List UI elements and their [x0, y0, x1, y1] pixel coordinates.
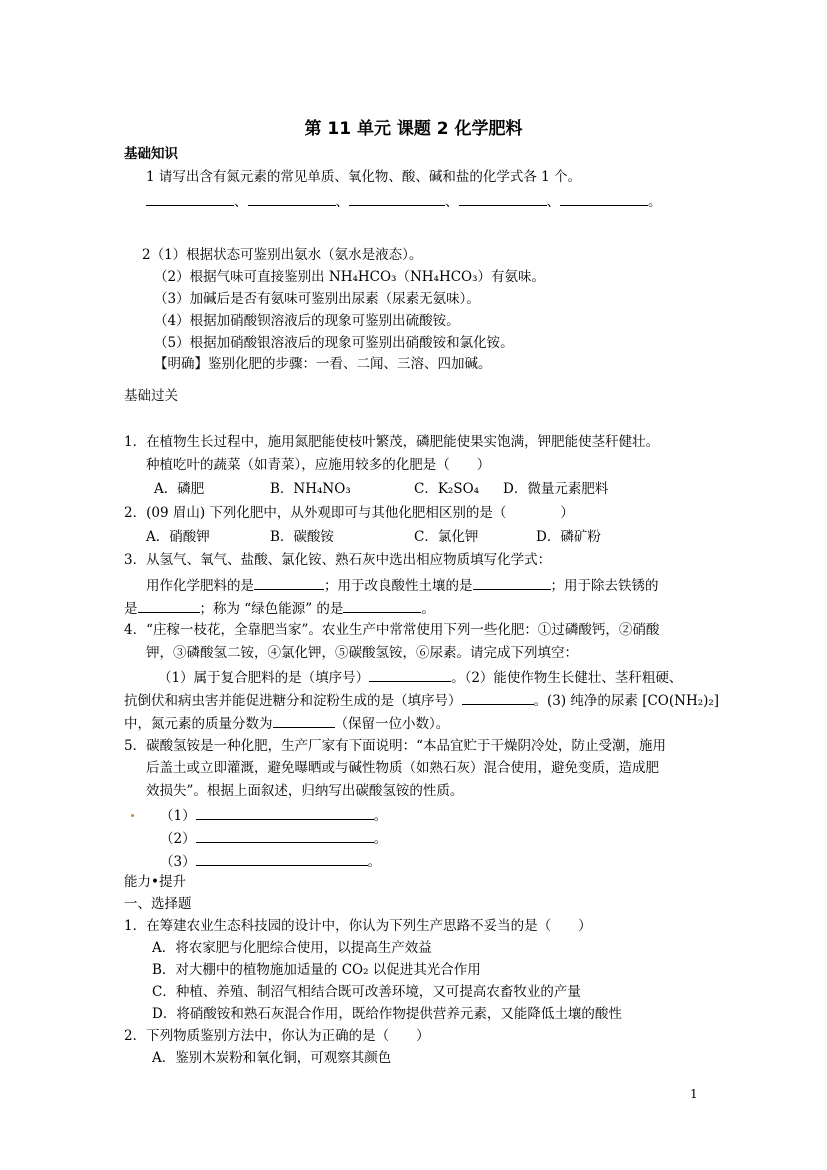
question-5-answer: （3） 。	[160, 851, 381, 871]
blank[interactable]	[248, 191, 336, 206]
blank[interactable]	[138, 598, 200, 613]
question-1-option-d: D．微量元素肥料	[503, 481, 609, 497]
choice-2-option-a: A．鉴别木炭粉和氧化铜，可观察其颜色	[152, 1050, 392, 1066]
knowledge-q2-line: （5）根据加硝酸银溶液后的现象可鉴别出硝酸铵和氯化铵。	[154, 335, 514, 351]
question-3-stem: 3．从氢气、氧气、盐酸、氯化铵、熟石灰中选出相应物质填写化学式：	[124, 552, 552, 568]
knowledge-q2-line: （3）加碱后是否有氨味可鉴别出尿素（尿素无氨味）。	[154, 291, 480, 307]
question-1-option-c: C．K₂SO₄	[414, 481, 480, 497]
choice-1-option-b: B．对大棚中的植物施加适量的 CO₂ 以促进其光合作用	[152, 962, 481, 978]
section-basic-knowledge: 基础知识	[124, 146, 178, 162]
blank[interactable]	[273, 713, 335, 728]
section-ability: 能力•提升	[124, 874, 186, 890]
section-choice: 一、选择题	[124, 896, 192, 912]
choice-1-option-d: D．将硝酸铵和熟石灰混合作用，既给作物提供营养元素，又能降低土壤的酸性	[152, 1006, 622, 1022]
question-1-option-a: A．磷肥	[154, 481, 205, 497]
question-3-line: 用作化学肥料的是 ；用于改良酸性土壤的是 ；用于除去铁锈的	[146, 575, 659, 595]
choice-2-stem: 2．下列物质鉴别方法中，你认为正确的是（ ）	[124, 1028, 430, 1044]
question-5-stem: 后盖土或立即灌溉，避免曝晒或与碱性物质（如熟石灰）混合使用，避免变质，造成肥	[146, 760, 659, 776]
question-1-option-b: B．NH₄NO₃	[270, 481, 351, 497]
blank[interactable]	[369, 667, 451, 682]
question-4-line: 抗倒伏和病虫害并能促进糖分和淀粉生成的是（填序号） 。(3) 纯净的尿素 [CO(NH₂)₂]	[124, 690, 719, 710]
question-2-option-c: C．氯化钾	[414, 529, 479, 545]
knowledge-q1-blanks: 、 、 、 、 。	[146, 191, 662, 211]
stray-mark	[131, 814, 134, 817]
page-number: 1	[690, 1087, 698, 1101]
question-2-option-b: B．碳酸铵	[270, 529, 334, 545]
choice-1-option-c: C．种植、养殖、制沼气相结合既可改善环境，又可提高农畜牧业的产量	[152, 984, 581, 1000]
question-1-stem: 种植吃叶的蔬菜（如青菜），应施用较多的化肥是（ ）	[146, 457, 491, 473]
blank[interactable]	[196, 805, 374, 820]
section-basic-pass: 基础过关	[124, 388, 178, 404]
knowledge-q2-line: （2）根据气味可直接鉴别出 NH₄HCO₃（NH₄HCO₃）有氨味。	[154, 269, 546, 285]
question-4-stem: 钾，③磷酸氢二铵，④氯化钾，⑤碳酸氢铵，⑥尿素。请完成下列填空：	[146, 645, 578, 661]
choice-1-stem: 1．在筹建农业生态科技园的设计中，你认为下列生产思路不妥当的是（ ）	[124, 918, 592, 934]
question-5-answer: （1） 。	[160, 805, 387, 825]
blank[interactable]	[146, 191, 234, 206]
question-2-stem: 2．(09 眉山) 下列化肥中，从外观即可与其他化肥相区别的是（ ）	[124, 505, 574, 521]
blank[interactable]	[349, 191, 445, 206]
blank[interactable]	[343, 598, 421, 613]
question-5-answer: （2） 。	[160, 828, 387, 848]
blank[interactable]	[196, 851, 368, 866]
question-2-option-d: D．磷矿粉	[536, 529, 601, 545]
question-2-option-a: A．硝酸钾	[146, 529, 210, 545]
blank[interactable]	[462, 690, 534, 705]
question-1-stem: 1．在植物生长过程中，施用氮肥能使枝叶繁茂，磷肥能使果实饱满，钾肥能使茎秆健壮。	[124, 434, 660, 450]
knowledge-q1: 1 请写出含有氮元素的常见单质、氧化物、酸、碱和盐的化学式各 1 个。	[146, 169, 582, 185]
question-3-line: 是 ；称为 “绿色能源” 的是 。	[124, 598, 435, 618]
choice-1-option-a: A．将农家肥与化肥综合使用，以提高生产效益	[152, 940, 432, 956]
question-4-stem: 4．“庄稼一枝花，全靠肥当家”。农业生产中常常使用下列一些化肥：①过磷酸钙，②硝酸	[124, 622, 660, 638]
question-4-line: （1）属于复合肥料的是（填序号） 。（2）能使作物生长健壮、茎秆粗硬、	[158, 667, 682, 687]
question-5-stem: 5．碳酸氢铵是一种化肥，生产厂家有下面说明：“本品宜贮于干燥阴冷处，防止受潮，施用	[124, 738, 666, 754]
blank[interactable]	[473, 575, 551, 590]
question-4-line: 中，氮元素的质量分数为 （保留一位小数）。	[124, 713, 449, 733]
question-5-stem: 效损失”。根据上面叙述，归纳写出碳酸氢铵的性质。	[146, 783, 464, 799]
page-title: 第 11 单元 课题 2 化学肥料	[304, 119, 523, 139]
knowledge-q2-note: 【明确】鉴别化肥的步骤：一看、二闻、三溶、四加碱。	[154, 356, 492, 372]
knowledge-q2-line: 2（1）根据状态可鉴别出氨水（氨水是液态）。	[142, 247, 423, 263]
blank[interactable]	[196, 828, 374, 843]
blank[interactable]	[560, 191, 648, 206]
blank[interactable]	[459, 191, 547, 206]
blank[interactable]	[254, 575, 324, 590]
knowledge-q2-line: （4）根据加硝酸钡溶液后的现象可鉴别出硫酸铵。	[154, 313, 460, 329]
